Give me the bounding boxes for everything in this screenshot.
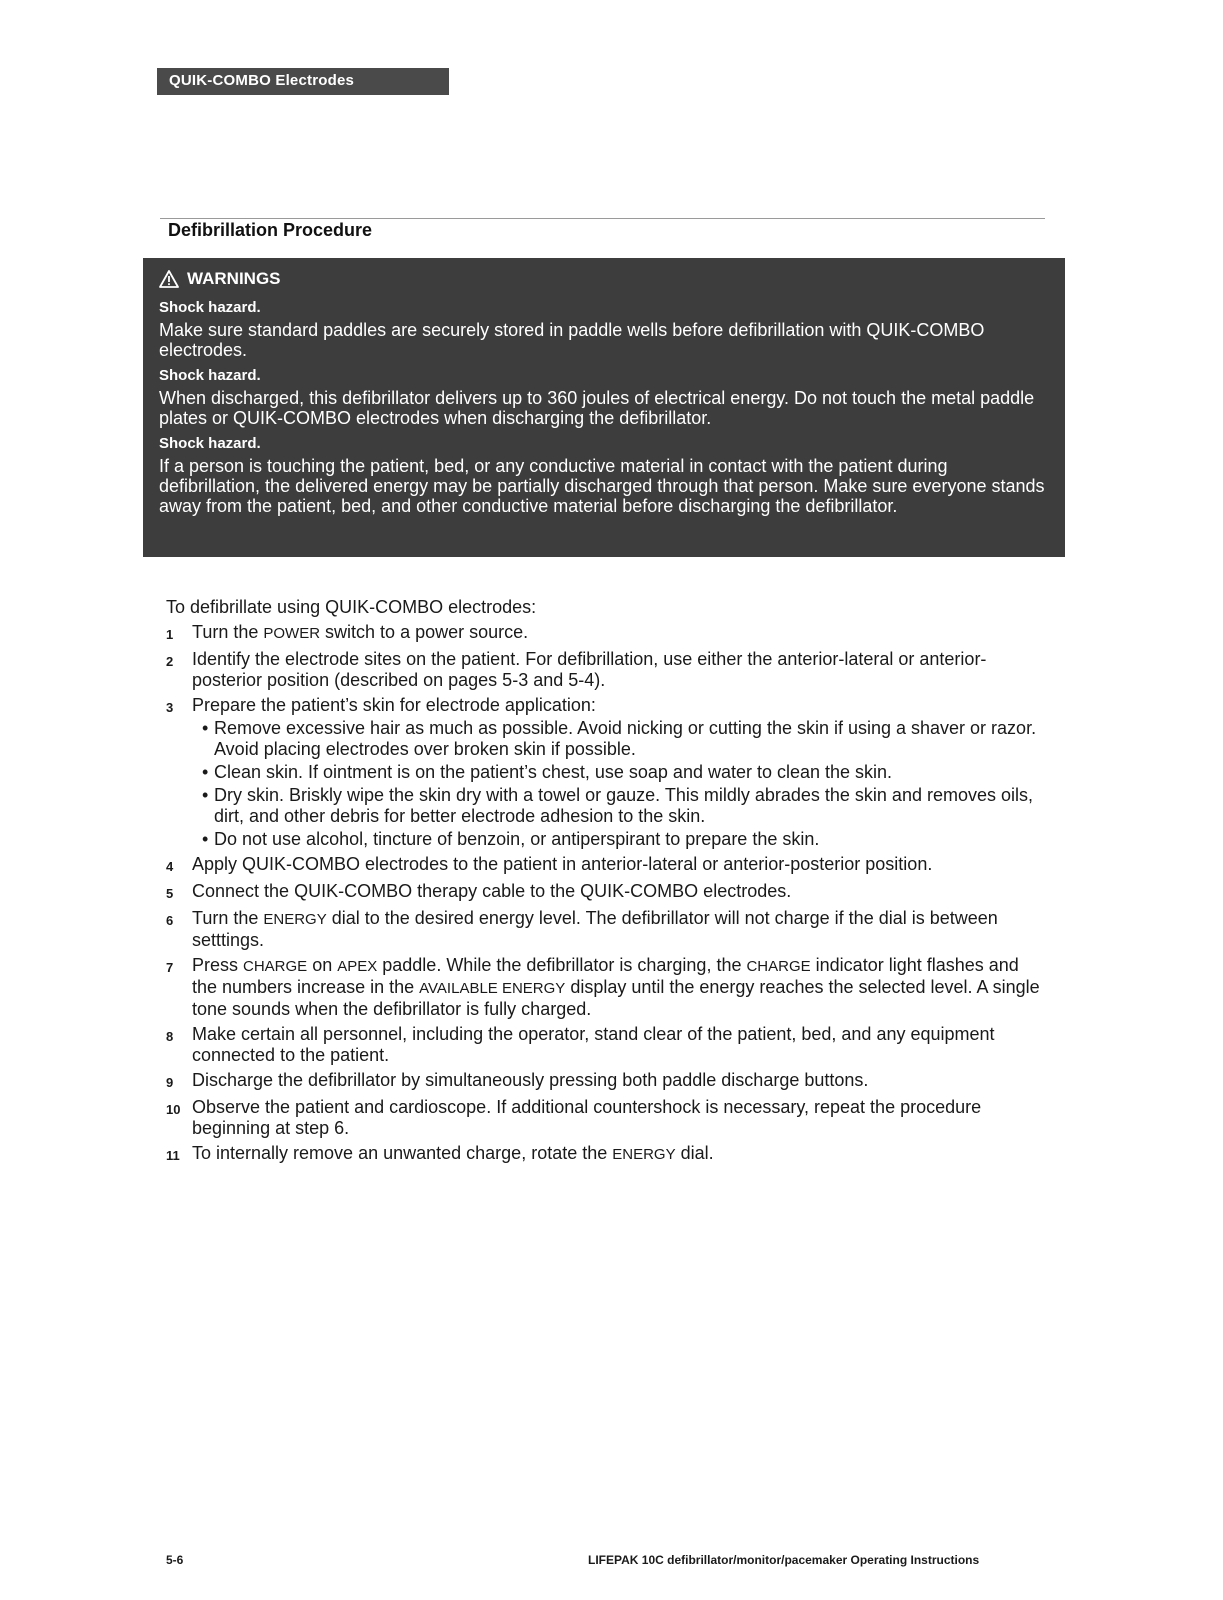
- list-item: [192, 718, 1046, 760]
- list-item: [192, 785, 1046, 827]
- control-name: CHARGE: [746, 958, 811, 975]
- warning-item: [159, 434, 1047, 516]
- step-text-part: indicator light flashes and the numbers increase in the: [192, 955, 1019, 997]
- step-text-part: Turn the: [192, 908, 264, 928]
- step-4: [166, 854, 1046, 877]
- step-number: 10: [166, 1102, 181, 1117]
- step-7: [166, 955, 1046, 1020]
- step-text: Observe the patient and cardioscope. If additional countershock is necessary, repeat the procedure beginning at step 6.: [192, 1097, 982, 1138]
- step-number: 7: [166, 960, 174, 975]
- chapter-tab: QUIK-COMBO Electrodes: [157, 68, 449, 95]
- step-text: Identify the electrode sites on the patient. For defibrillation, use either the anterior-lateral or anterior-posterior position (described on pages 5-3 and 5-4).: [192, 649, 987, 690]
- bullet-icon: •: [202, 785, 209, 805]
- list-item-text: Remove excessive hair as much as possible. Avoid nicking or cutting the skin if using a shaver or razor. Avoid placing electrodes over broken skin if possible.: [214, 718, 1037, 759]
- step-9: [166, 1070, 1046, 1093]
- warning-item: [159, 366, 1047, 428]
- step-text-part: on: [307, 955, 338, 975]
- warning-triangle-icon: [159, 270, 179, 288]
- step-11: [166, 1143, 1046, 1166]
- step-6: [166, 908, 1046, 951]
- step-10: [166, 1097, 1046, 1139]
- section-title: Defibrillation Procedure: [168, 220, 373, 240]
- warnings-title: WARNINGS: [187, 269, 281, 288]
- list-item: [192, 829, 1046, 850]
- step-number: 2: [166, 654, 174, 669]
- step-number: 11: [166, 1148, 180, 1163]
- control-name: ENERGY: [612, 1146, 676, 1163]
- step-5: [166, 881, 1046, 904]
- list-item-text: Clean skin. If ointment is on the patient’s chest, use soap and water to clean the skin.: [214, 762, 893, 782]
- control-name: CHARGE: [243, 958, 308, 975]
- step-1: [166, 622, 1046, 645]
- procedure-intro: To defibrillate using QUIK-COMBO electrodes:: [166, 597, 537, 617]
- warning-label: Shock hazard.: [159, 435, 261, 452]
- step-2: [166, 649, 1046, 691]
- step-text-part: dial to the desired energy level. The defibrillator will not charge if the dial is between setttings.: [192, 908, 998, 950]
- control-name: APEX: [337, 958, 378, 975]
- warning-item: [159, 298, 1047, 360]
- step-text: Connect the QUIK-COMBO therapy cable to the QUIK-COMBO electrodes.: [192, 881, 792, 901]
- manual-title: LIFEPAK 10C defibrillator/monitor/pacemaker Operating Instructions: [588, 1553, 980, 1567]
- step-text-part: switch to a power source.: [320, 622, 529, 642]
- skin-prep-list: [192, 718, 1046, 850]
- step-number: 6: [166, 913, 174, 928]
- step-text: [192, 1143, 1046, 1166]
- step-text: [192, 622, 1046, 645]
- step-text: Make certain all personnel, including the operator, stand clear of the patient, bed, and any equipment connected to the patient.: [192, 1024, 995, 1065]
- step-number: 1: [166, 627, 174, 642]
- step-number: 4: [166, 859, 174, 874]
- step-text: Prepare the patient’s skin for electrode application:: [192, 695, 596, 715]
- warnings-box: [143, 258, 1065, 557]
- bullet-icon: •: [202, 718, 209, 738]
- warning-text: If a person is touching the patient, bed, or any conductive material in contact with the patient during defibrillation, the delivered energy may be partially discharged through that person. Make sure everyone stands away from the patient, bed, and other conductive material before discharging the defibrillator.: [159, 456, 1045, 516]
- bullet-icon: •: [202, 829, 209, 849]
- step-text-part: display until the energy reaches the selected level. A single tone sounds when the defibrillator is fully charged.: [192, 977, 1040, 1019]
- warning-text: When discharged, this defibrillator delivers up to 360 joules of electrical energy. Do not touch the metal paddle plates or QUIK-COMBO electrodes when discharging the defibrillator.: [159, 388, 1035, 428]
- step-number: 8: [166, 1029, 174, 1044]
- warning-label: Shock hazard.: [159, 367, 261, 384]
- step-text-part: Turn the: [192, 622, 264, 642]
- control-name: ENERGY: [263, 911, 327, 928]
- step-text-part: To internally remove an unwanted charge, rotate the: [192, 1143, 613, 1163]
- step-text: Apply QUIK-COMBO electrodes to the patient in anterior-lateral or anterior-posterior position.: [192, 854, 933, 874]
- list-item: [192, 762, 1046, 783]
- step-3: [166, 695, 1046, 850]
- list-item-text: Do not use alcohol, tincture of benzoin, or antiperspirant to prepare the skin.: [214, 829, 820, 849]
- step-number: 3: [166, 700, 174, 715]
- step-text: [192, 908, 1046, 951]
- step-text-part: paddle. While the defibrillator is charging, the: [377, 955, 747, 975]
- step-text-part: Press: [192, 955, 244, 975]
- procedure-content: [166, 597, 1046, 1166]
- warning-text: Make sure standard paddles are securely stored in paddle wells before defibrillation with QUIK-COMBO electrodes.: [159, 320, 985, 360]
- section-rule: [160, 218, 1045, 219]
- step-text: Discharge the defibrillator by simultaneously pressing both paddle discharge buttons.: [192, 1070, 869, 1090]
- step-text-part: dial.: [675, 1143, 714, 1163]
- control-name: POWER: [263, 625, 321, 642]
- warning-label: Shock hazard.: [159, 299, 261, 316]
- step-text: [192, 955, 1046, 1020]
- step-8: [166, 1024, 1046, 1066]
- step-number: 9: [166, 1075, 174, 1090]
- control-name: AVAILABLE ENERGY: [419, 980, 566, 997]
- list-item-text: Dry skin. Briskly wipe the skin dry with a towel or gauze. This mildly abrades the skin and removes oils, dirt, and other debris for better electrode adhesion to the skin.: [214, 785, 1033, 826]
- step-body: [192, 695, 1046, 850]
- page-number: 5-6: [166, 1553, 184, 1567]
- bullet-icon: •: [202, 762, 209, 782]
- step-number: 5: [166, 886, 174, 901]
- warnings-heading: [159, 266, 1047, 292]
